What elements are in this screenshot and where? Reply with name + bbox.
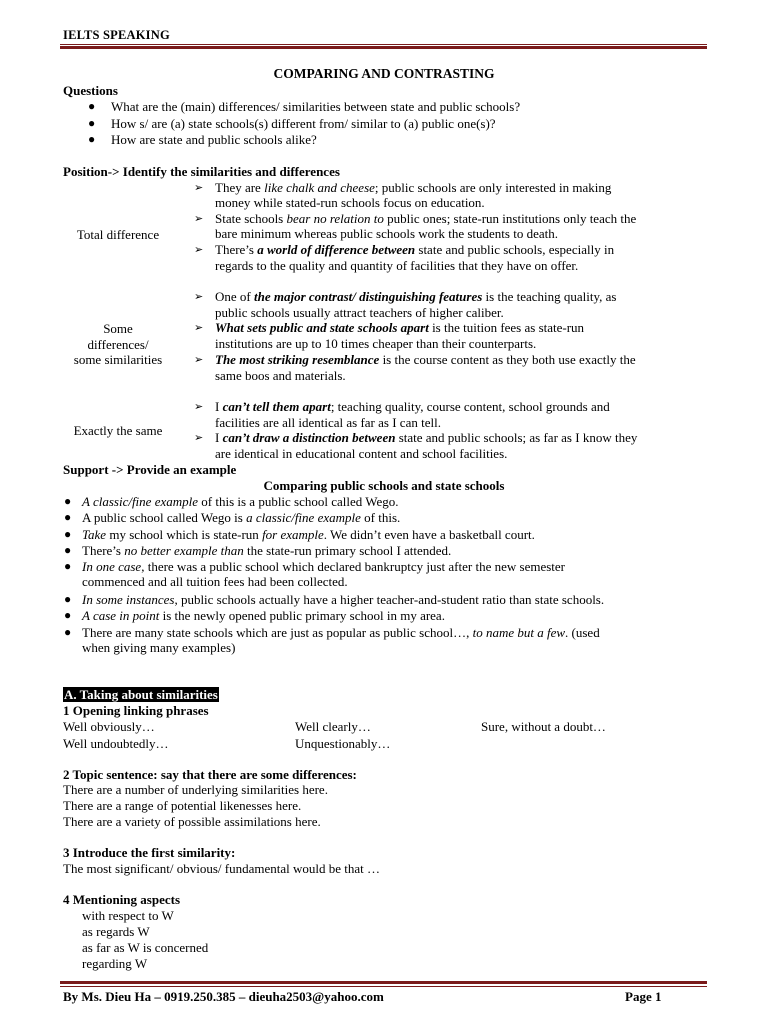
arrow-bullet-icon: ➢: [194, 182, 204, 194]
bullet-icon: ●: [88, 116, 96, 130]
arrow-bullet-icon: ➢: [194, 432, 204, 444]
list-item: There’s a world of difference between state and public schools, especially in: [215, 242, 615, 257]
list-item: There’s no better example than the state-run primary school I attended.: [82, 543, 452, 558]
list-item: The most striking resemblance is the course content as they both use exactly the: [215, 352, 636, 367]
list-item-cont: regards to the quality and quantity of facilities that they have on offer.: [215, 258, 579, 273]
phrase: There are a range of potential likenesses here.: [63, 798, 302, 813]
bullet-icon: ●: [64, 592, 72, 606]
bullet-icon: ●: [64, 494, 72, 508]
bullet-icon: ●: [64, 625, 72, 639]
row-label-exactly-the-same: Exactly the same: [73, 423, 163, 438]
footer-rule-thin: [60, 986, 707, 987]
page-number: Page 1: [625, 989, 662, 1004]
list-item-cont: are identical in educational content and school facilities.: [215, 446, 508, 461]
phrase: as far as W is concerned: [82, 940, 209, 955]
s3-heading: 3 Introduce the first similarity:: [63, 845, 236, 860]
list-item-cont: money while stated-run schools focus on education.: [215, 195, 485, 210]
list-item-cont: institutions are up to 10 times cheaper than their counterparts.: [215, 336, 537, 351]
phrase: The most significant/ obvious/ fundamental would be that …: [63, 861, 381, 876]
position-heading: Position-> Identify the similarities and differences: [63, 164, 340, 179]
list-item: One of the major contrast/ distinguishing features is the teaching quality, as: [215, 289, 617, 304]
list-item-cont: when giving many examples): [82, 640, 236, 655]
bullet-icon: ●: [64, 608, 72, 622]
support-heading: Support -> Provide an example: [63, 462, 237, 477]
phrase: with respect to W: [82, 908, 174, 923]
bullet-icon: ●: [64, 527, 72, 541]
phrase: Sure, without a doubt…: [481, 719, 606, 734]
list-item: A public school called Wego is a classic/fine example of this.: [82, 510, 401, 525]
footer-author: By Ms. Dieu Ha – 0919.250.385 – dieuha2503@yahoo.com: [63, 989, 384, 1004]
list-item-cont: commenced and all tuition fees had been collected.: [82, 574, 348, 589]
phrase: regarding W: [82, 956, 148, 971]
list-item-cont: public schools usually attract teachers of higher caliber.: [215, 305, 504, 320]
arrow-bullet-icon: ➢: [194, 354, 204, 366]
phrase: Well clearly…: [295, 719, 371, 734]
list-item: Take my school which is state-run for example. We didn’t even have a basketball court.: [82, 527, 535, 542]
list-item: A classic/fine example of this is a public school called Wego.: [82, 494, 399, 509]
bullet-icon: ●: [64, 510, 72, 524]
list-item: I can’t draw a distinction between state and public schools; as far as I know they: [215, 430, 638, 445]
list-item: How are state and public schools alike?: [111, 132, 317, 147]
arrow-bullet-icon: ➢: [194, 322, 204, 334]
phrase: Well undoubtedly…: [63, 736, 169, 751]
s2-heading: 2 Topic sentence: say that there are some differences:: [63, 767, 357, 782]
arrow-bullet-icon: ➢: [194, 213, 204, 225]
row-label-total-difference: Total difference: [76, 227, 160, 242]
support-subtitle: Comparing public schools and state schools: [263, 478, 505, 493]
arrow-bullet-icon: ➢: [194, 401, 204, 413]
phrase: as regards W: [82, 924, 150, 939]
row-label-some-differences: Some differences/ some similarities: [73, 321, 163, 367]
list-item: They are like chalk and cheese; public schools are only interested in making: [215, 180, 612, 195]
questions-heading: Questions: [63, 83, 118, 98]
list-item: A case in point is the newly opened public primary school in my area.: [82, 608, 445, 623]
list-item: How s/ are (a) state schools(s) different from/ similar to (a) public one(s)?: [111, 116, 496, 131]
list-item-cont: facilities are all identical as far as I can tell.: [215, 415, 441, 430]
list-item: There are many state schools which are just as popular as public school…, to name but a few. (used: [82, 625, 600, 640]
s4-heading: 4 Mentioning aspects: [63, 892, 180, 907]
bullet-icon: ●: [64, 559, 72, 573]
phrase: Well obviously…: [63, 719, 155, 734]
list-item: State schools bear no relation to public ones; state-run institutions only teach the: [215, 211, 637, 226]
list-item: I can’t tell them apart; teaching quality, course content, school grounds and: [215, 399, 610, 414]
list-item: In some instances, public schools actually have a higher teacher-and-student ratio than state schools.: [82, 592, 605, 607]
doc-title: COMPARING AND CONTRASTING: [273, 66, 495, 81]
footer-rule-thick: [60, 981, 707, 984]
list-item-cont: same boos and materials.: [215, 368, 346, 383]
list-item: In one case, there was a public school which declared bankruptcy just after the new semester: [82, 559, 565, 574]
phrase: There are a variety of possible assimilations here.: [63, 814, 321, 829]
bullet-icon: ●: [88, 99, 96, 113]
list-item: What sets public and state schools apart is the tuition fees as state-run: [215, 320, 585, 335]
s1-heading: 1 Opening linking phrases: [63, 703, 209, 718]
bullet-icon: ●: [64, 543, 72, 557]
header-title: IELTS SPEAKING: [63, 28, 170, 42]
list-item: What are the (main) differences/ similarities between state and public schools?: [111, 99, 521, 114]
bullet-icon: ●: [88, 132, 96, 146]
header-rule-thin: [60, 44, 707, 45]
header-rule-thick: [60, 46, 707, 49]
arrow-bullet-icon: ➢: [194, 244, 204, 256]
phrase: Unquestionably…: [295, 736, 391, 751]
phrase: There are a number of underlying similarities here.: [63, 782, 328, 797]
arrow-bullet-icon: ➢: [194, 291, 204, 303]
list-item-cont: bare minimum whereas public schools work the students to death.: [215, 226, 558, 241]
section-a-heading: A. Taking about similarities: [64, 687, 218, 702]
